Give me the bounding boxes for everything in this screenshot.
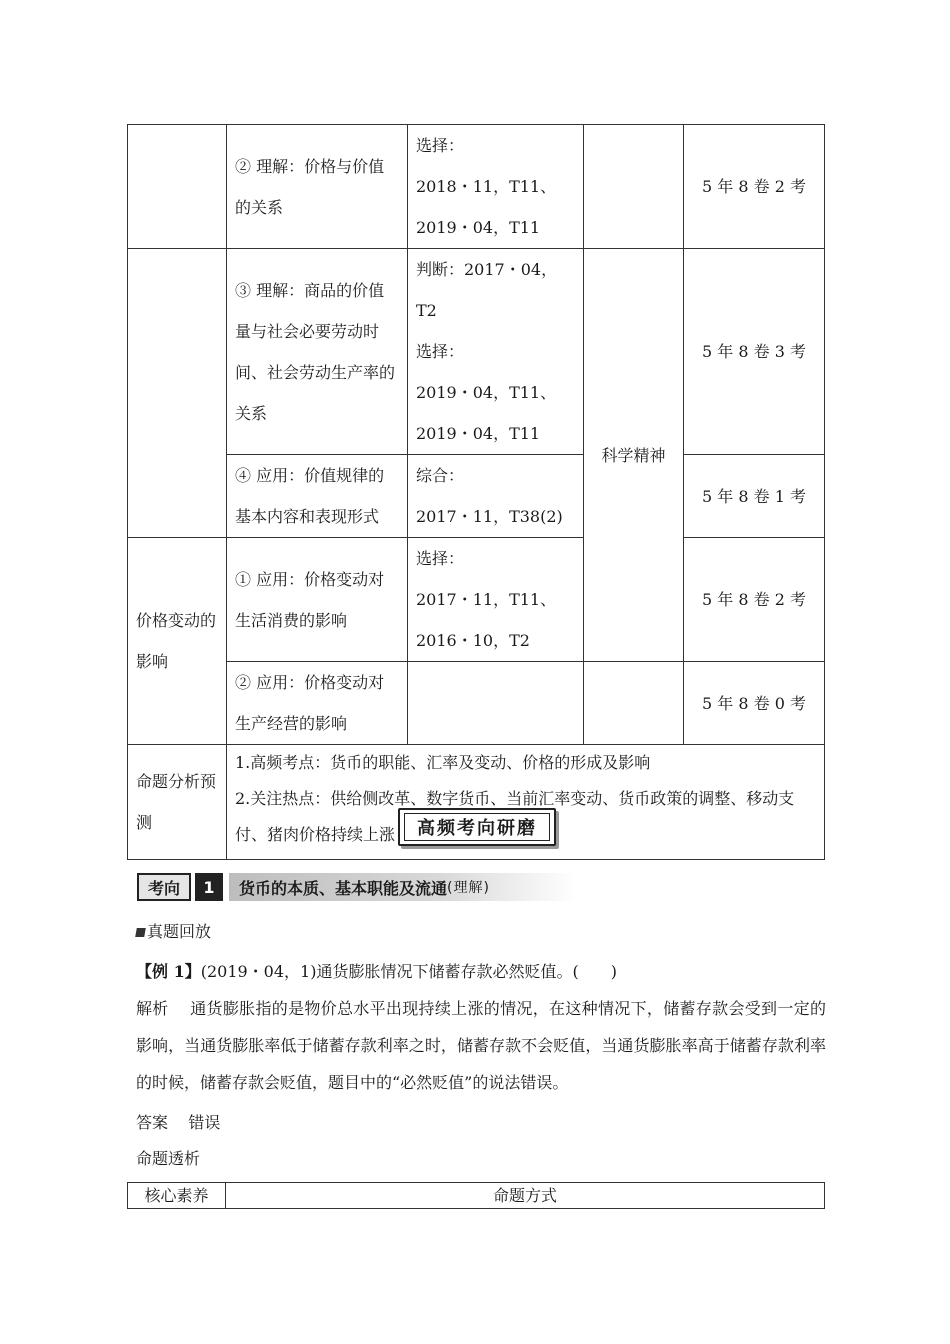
exam-point-table xyxy=(127,124,825,860)
table-cell-objective: ① 应用：价格变动对生活消费的影响 xyxy=(227,538,408,662)
table-cell-objective: ③ 理解：商品的价值量与社会必要劳动时间、社会劳动生产率的关系 xyxy=(227,249,408,455)
table-cell-exam-record xyxy=(408,662,584,745)
analysis-label: 解析 xyxy=(136,999,169,1018)
example-analysis xyxy=(136,990,826,1101)
kaoxiang-label: 考向 xyxy=(137,873,191,901)
table-cell-frequency: 5 年 8 卷 1 考 xyxy=(684,455,825,538)
table-cell-exam-record: 选择： 2017・11，T11、2016・10，T2 xyxy=(408,538,584,662)
table-cell-objective: ② 理解：价格与价值的关系 xyxy=(227,125,408,249)
analysis-line: 1.高频考点：货币的职能、汇率及变动、价格的形成及影响 xyxy=(235,753,651,772)
kaoxiang-title xyxy=(229,873,577,901)
section-heading-text: 真题回放 xyxy=(147,922,212,941)
kaoxiang-number: 1 xyxy=(195,873,223,901)
mingti-table xyxy=(127,1182,825,1209)
table-cell-exam-record: 判断：2017・04，T2 选择： 2019・04，T11、2019・04，T11 xyxy=(408,249,584,455)
table-cell-frequency: 5 年 8 卷 2 考 xyxy=(684,125,825,249)
banner-title: 高频考向研磨 xyxy=(404,813,550,841)
section-heading xyxy=(136,920,211,944)
mingti-label: 命题透析 xyxy=(136,1149,201,1168)
kaoxiang-subtitle: (理解) xyxy=(447,880,490,896)
table-cell-objective: ② 应用：价格变动对生产经营的影响 xyxy=(227,662,408,745)
table-cell-empty xyxy=(584,662,684,745)
answer-label: 答案 xyxy=(136,1113,169,1132)
table-cell-empty xyxy=(128,125,227,249)
mingti-header-core: 核心素养 xyxy=(128,1183,226,1209)
example-answer xyxy=(136,1104,826,1141)
table-cell-empty xyxy=(128,249,227,455)
table-cell-empty xyxy=(128,455,227,538)
table-cell-empty xyxy=(584,125,684,249)
table-cell-frequency: 5 年 8 卷 3 考 xyxy=(684,249,825,455)
example-text: (2019・04，1)通货膨胀情况下储蓄存款必然贬值。( ) xyxy=(200,962,617,981)
analysis-line: 2.关注热点：供给侧改革、数字货币、当前汇率变动、货币政策的调整、移动支付、猪肉价格持续上涨 xyxy=(235,789,795,844)
table-cell-objective: ④ 应用：价值规律的基本内容和表现形式 xyxy=(227,455,408,538)
table-cell-frequency: 5 年 8 卷 2 考 xyxy=(684,538,825,662)
example-question xyxy=(136,953,826,990)
kaoxiang-header xyxy=(137,871,577,903)
mingti-header-method: 命题方式 xyxy=(226,1183,825,1209)
table-cell-analysis-label: 命题分析预测 xyxy=(128,745,227,860)
square-bullet-icon xyxy=(135,928,146,937)
section-banner xyxy=(398,808,556,846)
kaoxiang-title-text: 货币的本质、基本职能及流通 xyxy=(239,878,448,898)
analysis-text: 通货膨胀指的是物价总水平出现持续上涨的情况，在这种情况下，储蓄存款会受到一定的影响，当通货膨胀率低于储蓄存款利率之时，储蓄存款不会贬值，当通货膨胀率高于储蓄存款利率的时候，储蓄存款会贬值，题目中的“必然贬值”的说法错误。 xyxy=(136,999,826,1092)
table-cell-core-literacy: 科学精神 xyxy=(584,249,684,662)
table-cell-exam-record: 选择： 2018・11，T11、2019・04，T11 xyxy=(408,125,584,249)
table-cell-group-label: 价格变动的影响 xyxy=(128,538,227,745)
table-cell-frequency: 5 年 8 卷 0 考 xyxy=(684,662,825,745)
example-tag: 【例 1】 xyxy=(136,962,201,981)
answer-text: 错误 xyxy=(188,1113,221,1132)
table-cell-exam-record: 综合： 2017・11，T38(2) xyxy=(408,455,584,538)
